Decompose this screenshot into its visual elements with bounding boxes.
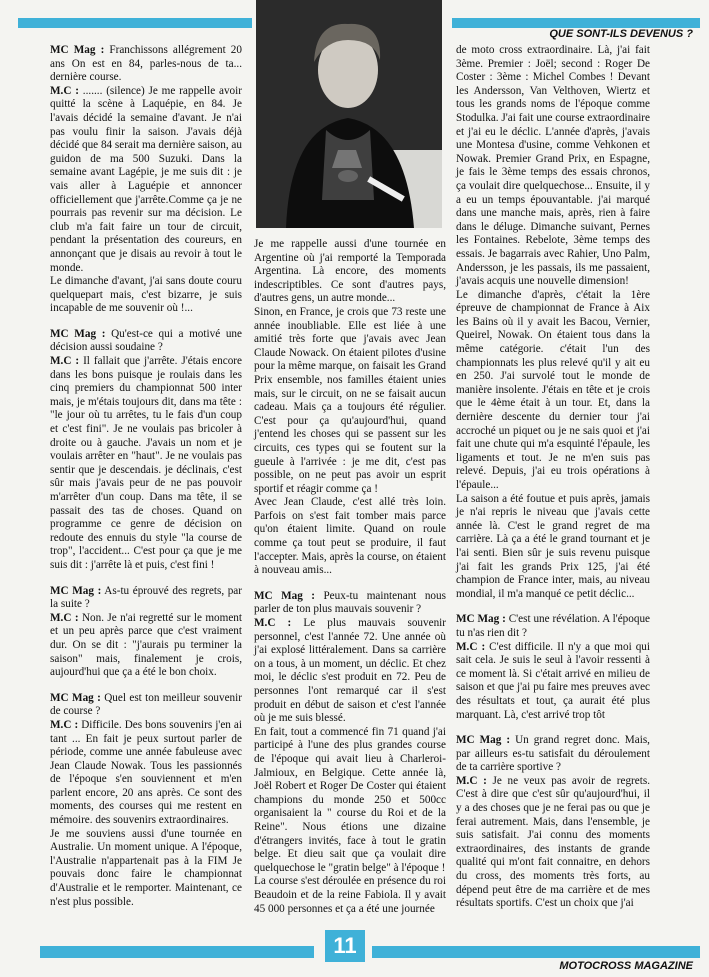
c1-p12: Je me souviens aussi d'une tournée en Australie. Un moment unique. A l'époque, l'Australie n'appartenait pas à la FIM Je pouvais donc faire le championnat d'Australie et le remporter. Maintenant, ce n'est plus possible. bbox=[50, 827, 242, 908]
c2-p2: Avec Jean Claude, c'est allé très loin. Parfois on s'est fait tomber mais parce qu'on étaient limite. Quand on roule comme ça tout peut se produire, il faut l'accepter. Mais, après la course, on étaient à nouveau amis... bbox=[254, 496, 446, 577]
c2-p5: M.C : Le plus mauvais souvenir personnel, c'est l'année 72. Une année où j'ai explosé littéralement. Dans sa carrière on a tous, à un moment, un déclic. Et chez moi, le déclic s'est produit en 72. Peu de personnes l'ont remarqué car il s'est produit en début de saison et c'est l'année où je me suis blessé. bbox=[254, 617, 446, 725]
c1-p5: M.C : Il fallait que j'arrête. J'étais encore dans les bons puisque je roulais dans les cinq premiers du championnat 500 inter mais, je m'étais toujours dit, dans ma tête : "le jour où tu arrêtes, tu le fais d'un coup et c'est fini". Je ne voulais pas bricoler à droite ou à gauche. J'avais un nom et je voulais arrêter en "haut". Je ne voulais pas sentir que je descendais. je déclinais, c'est sûr mais j'avais peur de ne pas pouvoir m'arrêter d'un coup. Dans ma tête, il se passait des tas de choses. Quand on programme ce genre de décision on redoute des ennuis du style "la course de trop", l'accident... C'est pour ça que je me suis dit : j'arrête là et puis, c'est fini ! bbox=[50, 355, 242, 571]
c3-p8: M.C : Je ne veux pas avoir de regrets. C'est à dire que c'est sûr qu'aujourd'hui, il y a des choses que je ne ferai pas ou que je ferai autrement. Mais, dans l'ensemble, je suis satisfait. J'ai connu des moments extraordinaires, des instants de grande qualité qui m'ont fait connaitre, en dehors du cross, des moments très forts, au dépend peut être de ma carrière et de mes résultats sportifs. C'est un choix que j'ai bbox=[456, 774, 650, 910]
c3-p2: La saison a été foutue et puis après, jamais je n'ai repris le niveau que j'avais cette année là. C'est le grand regret de ma carrière. Là ça a été le grand tournant et je l'ai senti. Bien sûr je suis revenu puisque j'ai fait les grands Prix 125, j'ai été champion de France inter, mais, au niveau mondial, il m'a manqué ce petit déclic... bbox=[456, 492, 650, 600]
c2-p0: Je me rappelle aussi d'une tournée en Argentine où j'ai remporté la Temporada Argentina. Là encore, des moments indescriptibles. Ce sont d'autres pays, d'autres gens, un autre monde... bbox=[254, 238, 446, 305]
c1-p0: MC Mag : Franchissons allégrement 20 ans On est en 84, parles-nous de ta... dernière course. bbox=[50, 44, 242, 84]
c1-p8: M.C : Non. Je n'ai regretté sur le moment et un peu après parce que c'est vraiment dur. On se dit : "j'aurais pu terminer la saison" mais, finalement je crois, aujourd'hui que ça a été le bon choix. bbox=[50, 611, 242, 679]
magazine-name: MOTOCROSS MAGAZINE bbox=[559, 960, 693, 972]
bottom-left-rule bbox=[40, 946, 314, 958]
c2-p6: En fait, tout a commencé fin 71 quand j'ai participé à l'une des plus grandes course de l'époque qui avait lieu à Charleroi-Jalmioux, en Belgique. Cette année là, Joël Robert et Roger De Coster qui étaient champions du monde 250 et 500cc organisaient la " course du Roi et de la Reine". Nous étions une dizaine d'étrangers invités, face à tout le gratin belge. Et dieu sait que ça voulait dire quelquechose le "gratin belge" à l'époque ! bbox=[254, 725, 446, 874]
c3-p7: MC Mag : Un grand regret donc. Mais, par ailleurs es-tu satisfait du déroulement de ta carrière sportive ? bbox=[456, 734, 650, 774]
column-2 bbox=[254, 238, 446, 938]
section-title: QUE SONT-ILS DEVENUS ? bbox=[549, 28, 693, 40]
bottom-right-rule bbox=[372, 946, 700, 958]
c2-p7: La course s'est déroulée en présence du roi Beaudoin et de la reine Fabiola. Il y avait 45 000 personnes et ça a été une journée bbox=[254, 875, 446, 915]
c3-p0: de moto cross extraordinaire. Là, j'ai fait 3ème. Premier : Joël; second : Roger De Coster : 3ème : Michel Combes ! Devant les Andersson, Van Velthoven, Wiertz et tous les grands noms de l'époque comme Stodulka. J'ai fait une course extraordinaire et j'ai eu le déclic. L'année d'après, j'avais une Montesa d'usine, comme Vehkonen et Nowak. Premier Grand Prix, en Espagne, je fais le 3ème temps des essais chronos, ça voulait dire quelquechose... Ensuite, il y a eu un temps épouvantable. j'ai marqué dans une manche mais, après, rien à faire dans le déluge. Dimanche suivant, Pernes les Fontaines. Rebelote, 3ème temps des essais. Je bagarrais avec Rahier, Uno Palm, Andersson, je les passais, ils me passaient, j'avais acquis une nouvelle dimension! bbox=[456, 44, 651, 288]
c1-p4: MC Mag : Qu'est-ce qui a motivé une décision aussi soudaine ? bbox=[50, 327, 242, 354]
c1-p10: MC Mag : Quel est ton meilleur souvenir de course ? bbox=[50, 691, 242, 718]
c3-p4: MC Mag : C'est une révélation. A l'époque tu n'as rien dit ? bbox=[456, 613, 650, 639]
c1-p1: M.C : ....... (silence) Je me rappelle avoir quitté la scène à Laquépie, en 84. Je l'avais décidé la semaine d'avant. Je n'ai pas voulu finir la saison. J'avais déjà décidé que 84 serait ma dernière saison, au guidon de ma 500 Suzuki. Dans la semaine avant Lagépie, je me suis dit : je vais aller à Laguépie et annoncer officiellement que j'arrête.Comme ça je ne pourrais pas revenir sur ma décision. Le club m'a fait faire un tour de circuit, pendant la présentation des coureurs, en annonçant que je disais au revoir à tout le monde. bbox=[50, 84, 242, 274]
c1-p11: M.C : Difficile. Des bons souvenirs j'en ai tant ... En fait je peux surtout parler de période, comme une année fabuleuse avec Jean Claude Nowak. Tous les passionnés de l'époque s'en souviennent et m'en parlent encore, 20 ans après. Ce sont des moments, des courses qui me restent en mémoire. des souvenirs extraordinaires. bbox=[50, 718, 242, 827]
column-1 bbox=[50, 44, 242, 924]
c3-p1: Le dimanche d'après, c'était la 1ère épreuve de championnat de France à Aix les Bains où il y avait les Bacou, Vernier, Queirel, Nowak. On étaient tous dans la même catégorie. c'était l'un des championnats les plus relevé qu'il y ait eu en 250. J'ai survolé tout le monde de manière insolente. J'étais en tête et je crois que le 4ème était à un tour. Et, dans la dernière descente du dernier tour j'ai accroché un piquet ou je ne sais quoi et j'ai fait une chute qui m'a esquinté l'épaule, les ligaments et tout. Je ne m'en suis pas relevé. Depuis, j'ai eu trois opérations à l'épaule... bbox=[456, 288, 650, 491]
top-left-rule bbox=[18, 18, 252, 28]
top-right-rule bbox=[452, 18, 700, 28]
c1-p7: MC Mag : As-tu éprouvé des regrets, par la suite ? bbox=[50, 584, 242, 611]
c3-p5: M.C : C'est difficile. Il n'y a que moi qui sait cela. Je suis le seul à l'avoir ressenti à ce moment là. Si c'était arrivé en milieu de saison et que j'ai pu faire mes preuves avec des résultats et tout, ça aurait été plus marquant. Là, c'est arrivé trop tôt bbox=[456, 640, 650, 721]
column-3 bbox=[456, 44, 650, 944]
c2-p1: Sinon, en France, je crois que 73 reste une année inoubliable. Elle est liée à une amitié très forte que j'avais avec Jean Claude Nowack. On étaient pilotes d'usine pour la même marque, on faisait les Grand Prix ensemble, nos familles étaient unies mais, sur le circuit, on ne se faisait aucun cadeau. Mais ça a toujours été régulier. C'est pour ça qu'aujourd'hui, quand j'entend les choses qui se passent sur les circuits, ces types qui se foutent sur la gueule à l'arrivée : je me dit, c'est pas possible, on ne peut pas avoir un esprit sportif et réagir comme ça ! bbox=[254, 305, 446, 495]
page-number: 11 bbox=[325, 930, 365, 962]
c2-p4: MC Mag : Peux-tu maintenant nous parler de ton plus mauvais souvenir ? bbox=[254, 589, 446, 616]
c1-p2: Le dimanche d'avant, j'ai sans doute couru quelquepart mais, c'est bizarre, je suis incapable de me souvenir où !... bbox=[50, 275, 242, 315]
interviewee-photo bbox=[256, 0, 442, 228]
